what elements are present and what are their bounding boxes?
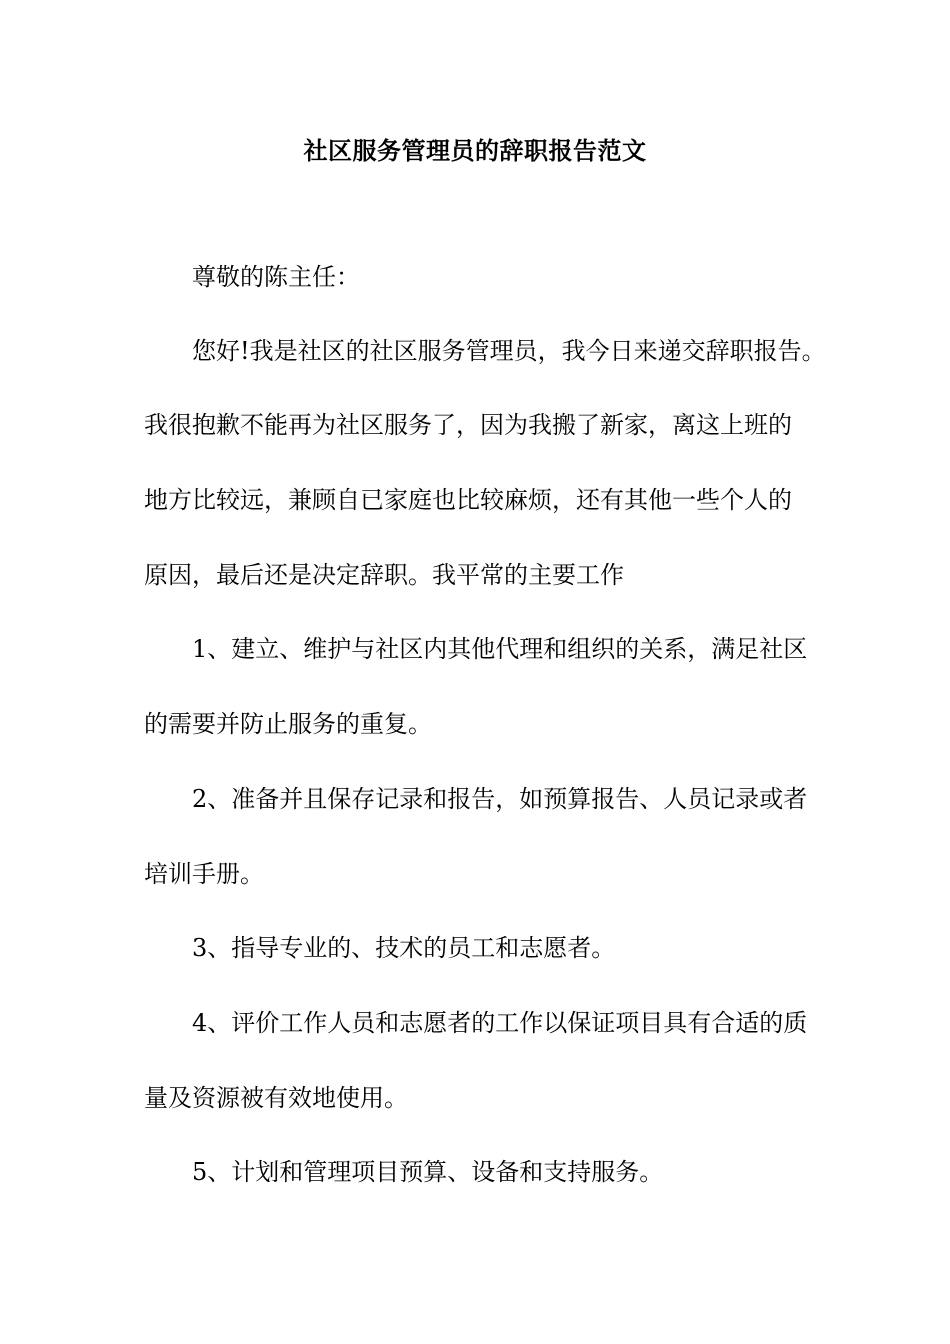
body-line: 您好!我是社区的社区服务管理员，我今日来递交辞职报告。 (192, 337, 826, 365)
body-line: 地方比较远，兼顾自已家庭也比较麻烦，还有其他一些个人的 (144, 486, 792, 514)
list-item-line: 培训手册。 (144, 860, 264, 888)
list-item-line: 量及资源被有效地使用。 (144, 1084, 408, 1112)
document-title: 社区服务管理员的辞职报告范文 (303, 136, 647, 165)
body-line: 我很抱歉不能再为社区服务了，因为我搬了新家，离这上班的 (144, 411, 792, 439)
salutation-line: 尊敬的陈主任： (192, 263, 360, 291)
list-item-line: 的需要并防止服务的重复。 (144, 710, 432, 738)
list-item-line: 2、准备并且保存记录和报告，如预算报告、人员记录或者 (192, 785, 808, 813)
list-item-line: 1、建立、维护与社区内其他代理和组织的关系，满足社区 (192, 635, 808, 663)
body-line: 原因，最后还是决定辞职。我平常的主要工作 (144, 561, 624, 589)
list-item-line: 4、评价工作人员和志愿者的工作以保证项目具有合适的质 (192, 1009, 808, 1037)
list-item-line: 3、指导专业的、技术的员工和志愿者。 (192, 934, 616, 962)
list-item-line: 5、计划和管理项目预算、设备和支持服务。 (192, 1158, 664, 1186)
